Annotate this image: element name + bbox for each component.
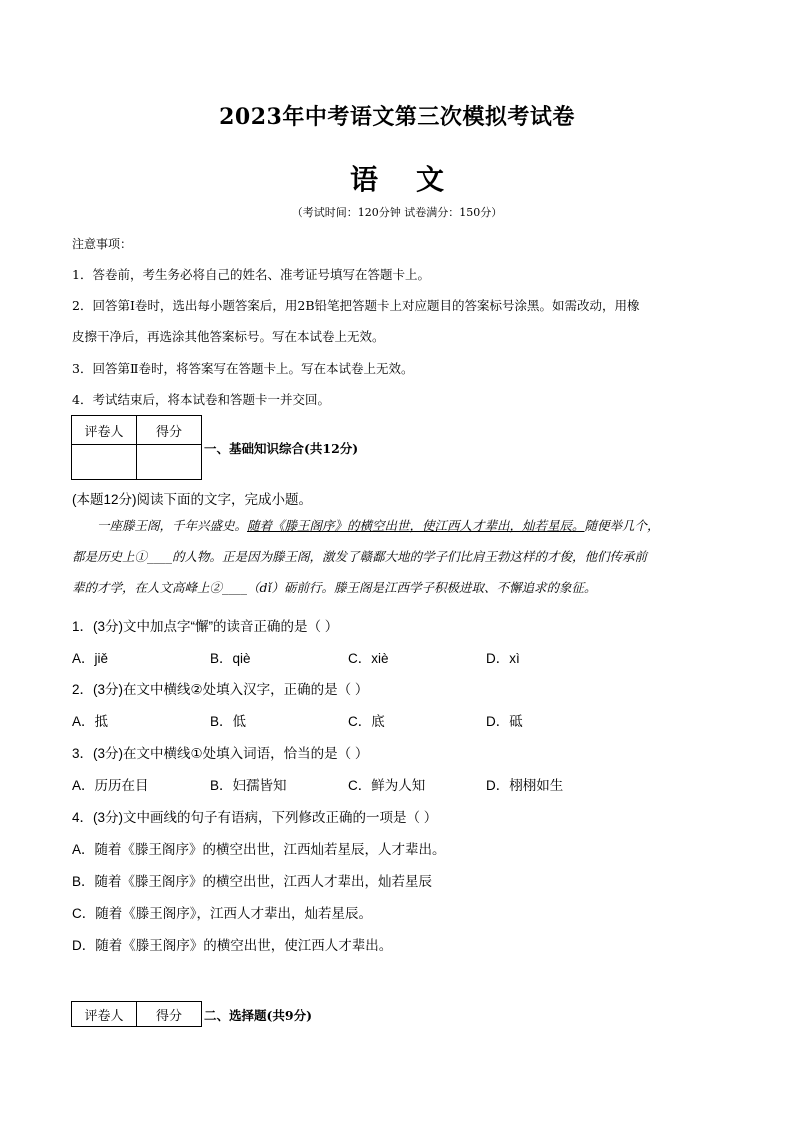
notice-item: 皮擦干净后，再选涂其他答案标号。写在本试卷上无效。 (72, 329, 385, 344)
answer-option[interactable]: D．xì (486, 651, 520, 666)
question-stem: 1．(3分)文中加点字“懈”的读音正确的是（ ） (72, 619, 339, 634)
subject-char-1: 语 (349, 163, 378, 196)
section-2-title: 二、选择题(共9分) (204, 1008, 313, 1023)
score-box (71, 1001, 202, 1027)
answer-option[interactable]: A．随着《滕王阁序》的横空出世，江西灿若星辰，人才辈出。 (72, 842, 446, 857)
answer-option[interactable]: B．qiè (210, 651, 251, 666)
answer-option[interactable]: B．妇孺皆知 (210, 778, 287, 793)
question-stem: 4．(3分)文中画线的句子有语病，下列修改正确的一项是（ ） (72, 810, 438, 825)
notice-heading: 注意事项： (72, 237, 133, 251)
answer-option[interactable]: C．随着《滕王阁序》，江西人才辈出，灿若星辰。 (72, 906, 372, 921)
passage-text: 一座滕王阁，千年兴盛史。 (97, 518, 248, 533)
answer-option[interactable]: B．低 (210, 714, 247, 729)
question-stem: 3．(3分)在文中横线①处填入词语，恰当的是（ ） (72, 746, 369, 761)
subject-heading (0, 158, 794, 198)
exam-info: （考试时间：120分钟 试卷满分：150分） (291, 206, 503, 219)
answer-option[interactable]: C．鲜为人知 (348, 778, 426, 793)
score-label: 得分 (137, 1002, 202, 1027)
passage-text: 辈的才学，在人文高峰上②____（dǐ）砺前行。滕王阁是江西学子积极进取、不懈追求的象征。 (72, 580, 597, 595)
passage-text: 随便举几个， (584, 518, 660, 533)
question-stem: 2．(3分)在文中横线②处填入汉字，正确的是（ ） (72, 682, 369, 697)
section-1-title: 一、基础知识综合(共12分) (204, 441, 359, 456)
answer-option[interactable]: C．xiè (348, 651, 389, 666)
score-box (71, 415, 202, 480)
section-1-intro: (本题12分)阅读下面的文字，完成小题。 (72, 492, 313, 507)
answer-option[interactable]: D．栩栩如生 (486, 778, 564, 793)
reading-passage (72, 510, 722, 603)
answer-option[interactable]: B．随着《滕王阁序》的横空出世，江西人才辈出，灿若星辰 (72, 874, 433, 889)
subject-char-2: 文 (416, 163, 445, 196)
answer-option[interactable]: A．jiě (72, 651, 109, 666)
grader-label: 评卷人 (72, 1002, 137, 1027)
answer-option[interactable]: D．砥 (486, 714, 523, 729)
grader-label: 评卷人 (72, 416, 137, 445)
notice-item: 2．回答第Ⅰ卷时，选出每小题答案后，用2B铅笔把答题卡上对应题目的答案标号涂黑。如需改动，用橡 (72, 298, 640, 313)
passage-text: 都是历史上①____的人物。正是因为滕王阁，激发了赣鄱大地的学子们比肩王勃这样的才俊，他们传承前 (72, 549, 648, 564)
grader-cell[interactable] (72, 445, 137, 480)
score-cell[interactable] (137, 445, 202, 480)
answer-option[interactable]: C．底 (348, 714, 385, 729)
answer-option[interactable]: A．抵 (72, 714, 109, 729)
underlined-sentence: 随着《滕王阁序》的横空出世，使江西人才辈出，灿若星辰。 (247, 518, 585, 533)
exam-title: 2023年中考语文第三次模拟考试卷 (219, 104, 575, 130)
notice-item: 3．回答第Ⅱ卷时，将答案写在答题卡上。写在本试卷上无效。 (72, 361, 414, 376)
answer-option[interactable]: A．历历在目 (72, 778, 149, 793)
notice-item: 1．答卷前，考生务必将自己的姓名、准考证号填写在答题卡上。 (72, 267, 430, 282)
score-label: 得分 (137, 416, 202, 445)
notice-item: 4．考试结束后，将本试卷和答题卡一并交回。 (72, 392, 330, 407)
answer-option[interactable]: D．随着《滕王阁序》的横空出世，使江西人才辈出。 (72, 938, 393, 953)
